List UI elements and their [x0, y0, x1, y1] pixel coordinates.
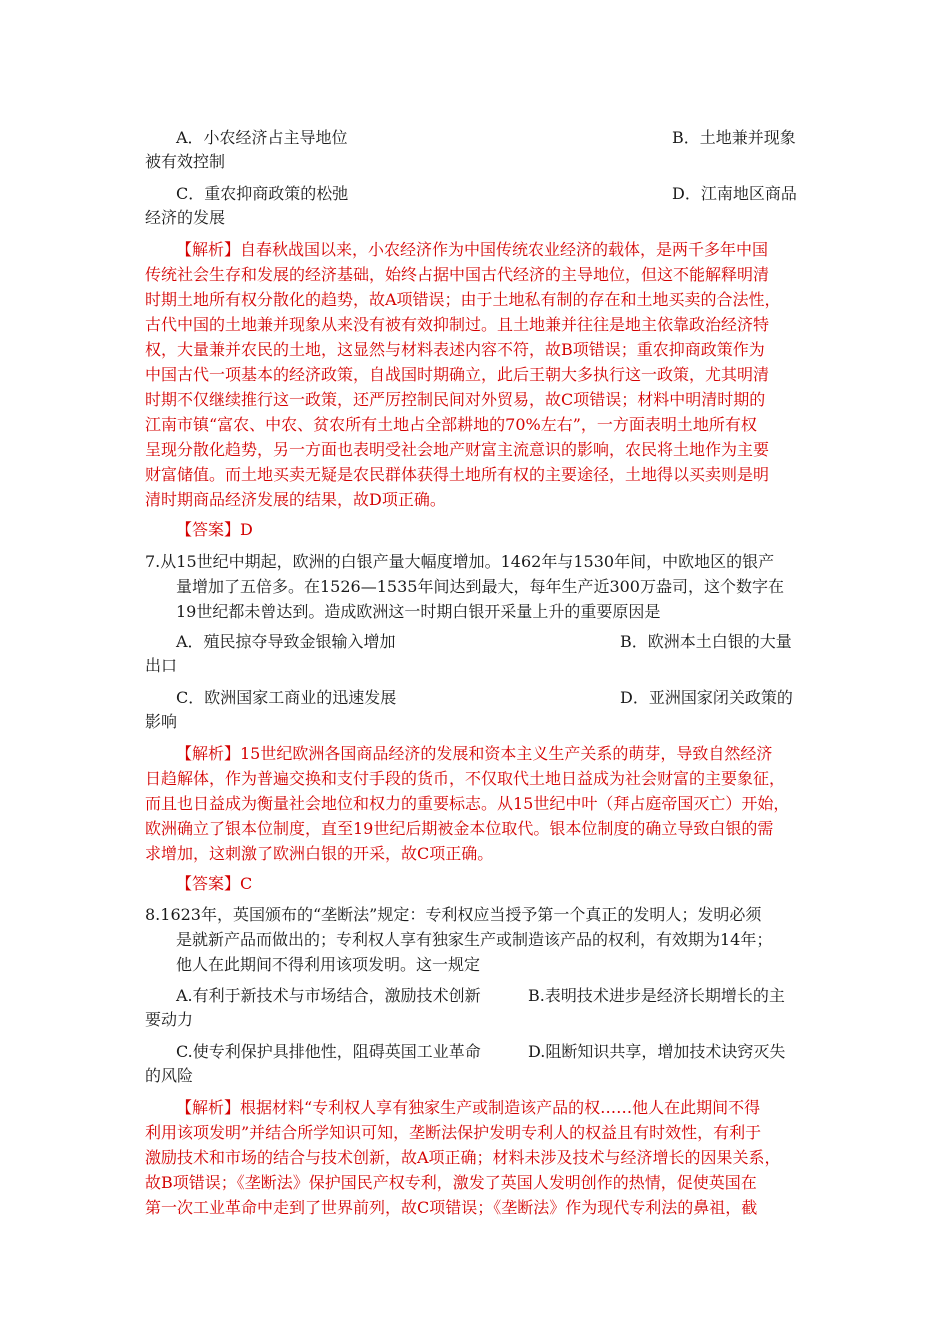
q6-analysis-line: 传统社会生存和发展的经济基础，始终占据中国古代经济的主导地位，但这不能解释明清 — [145, 265, 770, 284]
q6-option-b: B．土地兼并现象 — [672, 128, 796, 147]
q6-analysis-line: 古代中国的土地兼并现象从来没有被有效抑制过。且土地兼并往往是地主依靠政治经济特 — [145, 315, 770, 334]
q7-stem-line: 7.从15世纪中期起，欧洲的白银产量大幅度增加。1462年与1530年间，中欧地区的银产 — [145, 552, 775, 571]
q8-option-d: D.阻断知识共享，增加技术诀窍灭失 — [528, 1042, 786, 1061]
q7-analysis-line: 【解析】15世纪欧洲各国商品经济的发展和资本主义生产关系的萌芽，导致自然经济 — [176, 744, 773, 763]
q6-option-a: A．小农经济占主导地位 — [176, 128, 348, 147]
q6-analysis-line: 时期土地所有权分散化的趋势，故A项错误；由于土地私有制的存在和土地买卖的合法性， — [145, 290, 781, 309]
q8-stem-line: 是就新产品而做出的；专利权人享有独家生产或制造该产品的权利，有效期为14年； — [176, 930, 773, 949]
q8-option-b: B.表明技术进步是经济长期增长的主 — [528, 986, 785, 1005]
q8-stem-line: 他人在此期间不得利用该项发明。这一规定 — [176, 955, 481, 974]
q7-option-b: B．欧洲本土白银的大量 — [620, 632, 792, 651]
q8-option-a: A.有利于新技术与市场结合，激励技术创新 — [176, 986, 481, 1005]
q6-analysis-line: 财富储值。而土地买卖无疑是农民群体获得土地所有权的主要途径，土地得以买卖则是明 — [145, 465, 770, 484]
q6-option-b-wrap: 被有效控制 — [145, 152, 226, 171]
q6-analysis-line: 权，大量兼并农民的土地，这显然与材料表述内容不符，故B项错误；重农抑商政策作为 — [145, 340, 765, 359]
q6-option-c: C．重农抑商政策的松弛 — [176, 184, 349, 203]
q6-option-d-wrap: 经济的发展 — [145, 208, 226, 227]
q7-option-a: A．殖民掠夺导致金银输入增加 — [176, 632, 396, 651]
q7-analysis-line: 日趋解体，作为普遍交换和支付手段的货币，不仅取代土地日益成为社会财富的主要象征， — [145, 769, 786, 788]
q7-stem-line: 19世纪都未曾达到。造成欧洲这一时期白银开采量上升的重要原因是 — [176, 602, 661, 621]
q7-analysis-line: 求增加，这刺激了欧洲白银的开采，故C项正确。 — [145, 844, 494, 863]
q8-analysis-line: 利用该项发明”并结合所学知识可知，垄断法保护发明专利人的权益且有时效性，有利于 — [145, 1123, 762, 1142]
q6-option-d: D．江南地区商品 — [672, 184, 797, 203]
q7-option-c: C．欧洲国家工商业的迅速发展 — [176, 688, 397, 707]
q7-option-d: D．亚洲国家闭关政策的 — [620, 688, 793, 707]
q8-option-c: C.使专利保护具排他性，阻碍英国工业革命 — [176, 1042, 481, 1061]
q6-analysis-line: 清时期商品经济发展的结果，故D项正确。 — [145, 490, 446, 509]
q7-option-d-wrap: 影响 — [145, 712, 178, 731]
q6-analysis-line: 时期不仅继续推行这一政策，还严厉控制民间对外贸易，故C项错误；材料中明清时期的 — [145, 390, 766, 409]
q8-analysis-line: 第一次工业革命中走到了世界前列，故C项错误；《垄断法》作为现代专利法的鼻祖，截 — [145, 1198, 758, 1217]
q6-answer: 【答案】D — [176, 520, 253, 539]
q6-analysis-line: 【解析】自春秋战国以来，小农经济作为中国传统农业经济的载体，是两千多年中国 — [176, 240, 769, 259]
q7-stem-line: 量增加了五倍多。在1526—1535年间达到最大，每年生产近300万盎司，这个数字在 — [176, 577, 784, 596]
q6-analysis-line: 呈现分散化趋势，另一方面也表明受社会地产财富主流意识的影响，农民将土地作为主要 — [145, 440, 770, 459]
q7-analysis-line: 欧洲确立了银本位制度，直至19世纪后期被金本位取代。银本位制度的确立导致白银的需 — [145, 819, 774, 838]
q8-option-b-wrap: 要动力 — [145, 1010, 194, 1029]
q8-analysis-line: 故B项错误；《垄断法》保护国民产权专利，激发了英国人发明创作的热情，促使英国在 — [145, 1173, 757, 1192]
q8-analysis-line: 【解析】根据材料“专利权人享有独家生产或制造该产品的权……他人在此期间不得 — [176, 1098, 761, 1117]
q6-analysis-line: 中国古代一项基本的经济政策，自战国时期确立，此后王朝大多执行这一政策，尤其明清 — [145, 365, 770, 384]
q6-analysis-line: 江南市镇“富农、中农、贫农所有土地占全部耕地的70%左右”，一方面表明土地所有权 — [145, 415, 757, 434]
q7-answer: 【答案】C — [176, 874, 253, 893]
q7-analysis-line: 而且也日益成为衡量社会地位和权力的重要标志。从15世纪中叶（拜占庭帝国灭亡）开始， — [145, 794, 790, 813]
q7-option-b-wrap: 出口 — [145, 656, 178, 675]
q8-analysis-line: 激励技术和市场的结合与技术创新，故A项正确；材料未涉及技术与经济增长的因果关系， — [145, 1148, 781, 1167]
q8-option-d-wrap: 的风险 — [145, 1066, 194, 1085]
q8-stem-line: 8.1623年，英国颁布的“垄断法”规定：专利权应当授予第一个真正的发明人；发明必须 — [145, 905, 762, 924]
